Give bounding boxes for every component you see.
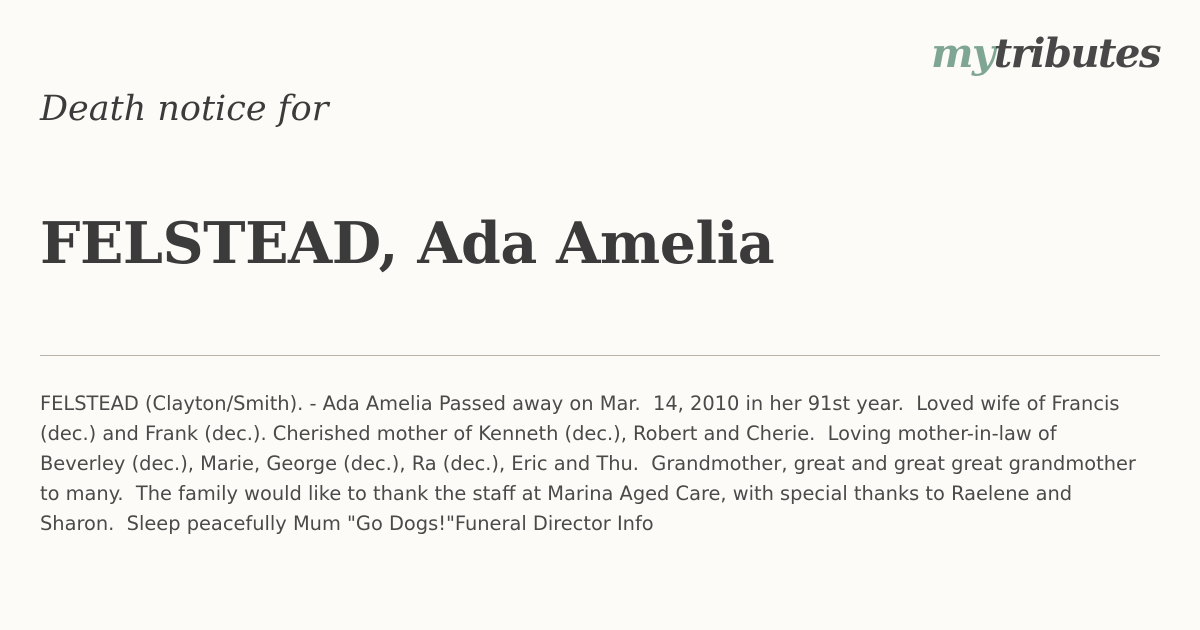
logo-tributes-text: tributes — [993, 30, 1160, 77]
notice-body-text: FELSTEAD (Clayton/Smith). - Ada Amelia Passed away on Mar. 14, 2010 in her 91st year. Loved wife of Francis (dec.) and Frank (dec.). Cherished mother of Kenneth (dec.), Robert and Cherie. Loving mother-in-law of Beverley (dec.), Marie, George (dec.), Ra (dec.), Eric and Thu. Grandmother, great and great great grandmother to many. The family would like to thank the staff at Marina Aged Care, with special thanks to Raelene and Sharon. Sleep peacefully Mum "Go Dogs!"Funeral Director Info — [40, 392, 1143, 535]
notice-label: Death notice for — [40, 89, 329, 129]
mytributes-logo[interactable] — [931, 30, 1160, 77]
divider — [40, 355, 1160, 356]
logo-my-text: my — [931, 30, 994, 77]
deceased-name: FELSTEAD, Ada Amelia — [40, 210, 775, 277]
